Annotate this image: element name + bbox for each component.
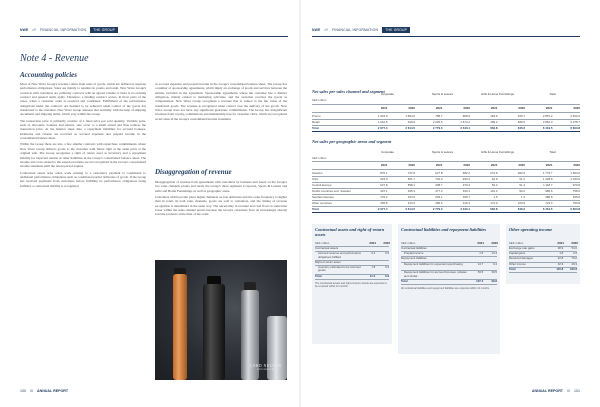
cell-value: 6.9: [385, 273, 389, 278]
cell-value: 919.9: [407, 119, 415, 124]
year-header: 2021: [545, 106, 553, 110]
cell-value: 985.6: [545, 188, 553, 193]
row-label: Repayment liabilities for expected repurchasing: [404, 261, 463, 266]
cell-value: 2 779.3: [432, 206, 443, 211]
table2-unit: SEK million: [312, 156, 327, 160]
cell-value: 6 419.5: [542, 206, 553, 211]
group-header: Sports & Leisure: [431, 92, 454, 96]
cell-value: 1 118.7: [543, 182, 553, 187]
header-section: FINANCIAL INFORMATION: [39, 28, 87, 32]
cell-value: 2 779.3: [432, 125, 443, 130]
box-row: [509, 263, 577, 266]
cell-value: 724.4: [545, 200, 553, 205]
paragraph: as accrued expenses and prepaid income in the Group's consolidated balance sheet. The Group has a number of sponsorship agreements, which imply an exchange of goods and services between the entities included in the agreement. Sponsorship agreements where the customer has a distinct obligation, mainly related to marketing activities, and the customer receives the goods as compensation. New Wave Group recognizes a revenue that is valued to the fair value of the transferred goods. The revenue is recognized when control over the delivery of the goods. New Wave Group does not have any significant guarantee commitments. The Group has insignificant revenues from royalty, commissions and membership fees for customer clubs, which are recognized as net sales in the Group's consolidated income statement.: [155, 82, 287, 121]
year-header: 2020: [491, 241, 498, 245]
cell-value: 501.7: [407, 176, 415, 181]
footer-title: ANNUAL REPORT: [531, 389, 563, 393]
row-label: Retail: [312, 119, 320, 124]
cell-value: 490.2: [462, 176, 470, 181]
cell-value: 1 934.9: [377, 113, 388, 118]
cell-value: 646.3: [517, 206, 525, 211]
cell-value: 2 857.2: [542, 113, 553, 118]
cell-value: 1.8: [559, 251, 564, 256]
row-label: Total: [401, 278, 408, 283]
cell-value: 0.4: [371, 251, 376, 256]
box-row: [315, 261, 389, 264]
row-label: Nordic countries excl. Sweden: [312, 188, 351, 193]
header-pill: THE GROUP: [382, 27, 410, 33]
right-running-header: [312, 26, 410, 34]
cell-value: 2 520.2: [570, 113, 580, 118]
cell-value: 662.8: [490, 125, 498, 130]
box-row: [401, 247, 497, 250]
cell-value: 52.3: [491, 182, 498, 187]
logo-name: LORD NELSON: [250, 364, 282, 368]
year-header: 2020: [463, 106, 470, 110]
box-row: [509, 247, 577, 250]
table-rule: [312, 169, 580, 170]
box-row: [401, 257, 497, 260]
row-label: Prepaid income: [404, 251, 424, 256]
footer-separator: ///: [567, 389, 570, 393]
cell-value: 335.3: [407, 188, 415, 193]
cell-value: 265.8: [380, 200, 388, 205]
table2-group-headers: [360, 151, 580, 154]
cell-value: 282.9: [517, 170, 525, 175]
row-label: Contractual liabilities: [401, 246, 427, 250]
box-row: [509, 257, 577, 260]
left-running-header: [20, 26, 118, 34]
cell-value: 3 078.7: [570, 119, 580, 124]
box-row: [401, 280, 497, 283]
table-rule: [312, 161, 580, 162]
cell-value: 32.9: [557, 261, 564, 266]
cell-value: 1 694.6: [405, 113, 415, 118]
box-row: [509, 252, 577, 255]
cell-value: 115.8: [556, 266, 564, 271]
header-section: FINANCIAL INFORMATION: [331, 28, 379, 32]
box-row: [315, 266, 389, 273]
box1-unit: SEK million: [315, 241, 330, 245]
row-label: Repayment liabilities: [401, 256, 427, 261]
right-footer: [532, 387, 580, 395]
year-header: 2021: [380, 106, 388, 110]
cell-value: 1.5: [493, 194, 498, 199]
cell-value: 203.1: [435, 194, 443, 199]
table1-title: Net sales per sales channel and segment: [312, 89, 385, 94]
year-header: 2020: [571, 241, 578, 245]
header-separator: ///: [324, 28, 328, 32]
footer-title: ANNUAL REPORT: [37, 389, 69, 393]
accounting-policies-heading: Accounting policies: [20, 71, 77, 79]
table-rule: [312, 212, 580, 213]
page-gutter: [299, 0, 301, 407]
group-header: Total: [549, 150, 556, 154]
year-header: 2021: [557, 241, 564, 245]
cell-value: 1 428.9: [542, 176, 553, 181]
cell-value: 160.6: [570, 266, 577, 271]
year-header: 2020: [408, 163, 415, 167]
cell-value: 3 562.3: [542, 119, 553, 124]
cell-value: 159.7: [462, 194, 470, 199]
year-header: 2020: [463, 163, 470, 167]
row-label: USA: [312, 176, 318, 181]
box1-year-row: [362, 241, 390, 245]
cell-value: 1 042.5: [377, 119, 388, 124]
cell-value: 477.3: [435, 188, 443, 193]
row-label: Exchange rate gains: [509, 246, 535, 250]
paragraph: Customers within promo place higher demands on fast deliveries and the order frequency is higher than in retail. In both sales channels, goods are sold to customers, and the timing of revenue recognition is determined in the same way. The uncertainty in revenue and cash flows is somewhat lower within the sales channel promo because the Group's customers have an increasingly already sold the products at the time of the order.: [155, 195, 287, 217]
photo-brand-logo: [250, 364, 281, 371]
cell-value: 499.2: [490, 119, 498, 124]
cell-value: 627.8: [380, 182, 388, 187]
box-row: [315, 247, 389, 250]
brand-label: NWE: [312, 28, 321, 32]
right-header-rule: [312, 36, 580, 37]
paragraph: Most of New Wave Group's revenue comes from sales of goods, which are defined as separate performance obligations. Sales are mainly to retailers in promo and retail. New Wave Group's contracts with customers are primarily contracts with an agreed volume or there is no existing contract and general terms apply. Therefore, a binding contract occurs, in most parts of the cases, when a customer order is received and confirmed. Fulfillment of the performance obligations under the contracts are deemed to be achieved when control of the goods has transferred to the customer. New Wave Group assesses that normally with the help of shipping documents and shipping terms, which vary within the Group.: [20, 82, 146, 117]
box-row: [401, 271, 497, 278]
cell-value: 438.7: [435, 182, 443, 187]
black-bottle-icon: [203, 284, 225, 380]
row-label: Southern Europe: [312, 194, 334, 199]
cell-value: 2 977.4: [377, 125, 388, 130]
cell-value: 325.0: [572, 194, 580, 199]
cell-value: 54.6: [571, 246, 577, 250]
cell-value: 737.8: [407, 170, 415, 175]
brand-label: NWE: [20, 28, 29, 32]
table1-year-row: [360, 106, 580, 110]
left-footer: [20, 387, 68, 395]
cell-value: 51.4: [519, 182, 525, 187]
cell-value: 62.9: [491, 176, 498, 181]
box-row: [509, 268, 577, 271]
row-label: Other income: [509, 261, 526, 266]
cell-value: 624.0: [380, 176, 388, 181]
cell-value: 489.6: [517, 119, 525, 124]
cell-value: 96.8: [491, 278, 497, 283]
group-header: Gifts & Home Furnishings: [481, 92, 514, 96]
cell-value: 1.5: [479, 251, 484, 256]
row-label: Inventory estimated to be returned goods: [318, 265, 361, 273]
cell-value: 164.0: [407, 194, 415, 199]
year-header: 2021: [380, 163, 388, 167]
year-header: 2021: [490, 163, 498, 167]
box-row: [401, 263, 497, 266]
box1-note: The contractual assets and right-of-return assets are expected to be reversed within 12 months.: [315, 281, 387, 288]
cell-value: 11.2: [369, 273, 376, 278]
table-rule: [509, 272, 577, 273]
cell-value: 1.3: [520, 194, 525, 199]
cell-value: 558.1: [407, 182, 415, 187]
row-label: Capital gains: [509, 251, 526, 256]
footer-separator: ///: [30, 389, 33, 393]
cell-value: 407.1: [380, 188, 388, 193]
cell-value: 7.8: [371, 265, 376, 269]
cell-value: 9.9: [385, 265, 390, 269]
year-header: 2021: [435, 163, 443, 167]
box2-year-row: [470, 241, 498, 245]
group-header: Sports & Leisure: [431, 150, 454, 154]
cell-value: 758.6: [572, 188, 580, 193]
cell-value: 316.3: [462, 200, 470, 205]
note-title: Note 4 - Revenue: [20, 53, 89, 64]
cell-value: 1 674.2: [460, 119, 470, 124]
cell-value: 742.0: [435, 176, 443, 181]
cell-value: 9.4: [493, 261, 497, 266]
row-label: Total: [315, 273, 322, 278]
row-label: Total: [312, 206, 319, 211]
cell-value: 646.3: [517, 125, 525, 130]
header-pill: THE GROUP: [90, 27, 118, 33]
cell-value: 1 503.0: [570, 170, 580, 175]
box3-title: Other operating income: [509, 227, 553, 232]
cell-value: 2 343.1: [460, 206, 470, 211]
year-header: 2021: [545, 163, 553, 167]
disaggregation-heading: Disaggregation of revenue: [155, 168, 232, 176]
box1-title: Contractual assets and right-of-return assets: [315, 227, 385, 237]
paragraph: Within the Group there are also a few smaller contracts with repurchase commitments where New Wave Group delivers goods to the customer with future right at the same price at the original sale. The Group recognizes a right of return asset as inventory and a repayment liability for expected returns as other liabilities in the Group's consolidated balance sheet. The income and costs related to the expected returns are not recognized in the Group's consolidated income statement until the return period expires.: [20, 142, 146, 169]
box-row: [401, 252, 497, 255]
cell-value: 662.8: [490, 206, 498, 211]
year-header: 2020: [573, 106, 580, 110]
year-header: 2020: [573, 163, 580, 167]
header-separator: ///: [32, 28, 36, 32]
box2-title: Contractual liabilities and repayment liabilities: [401, 227, 487, 232]
cell-value: 14.7: [477, 261, 484, 266]
year-header: 2020: [518, 106, 525, 110]
paragraph: Contractual assets arise when work relating to a customer's payment is conditional to additional performance obligations such as conditional partial deliveries of goods. If the Group has received payments from customers before fulfilling its performance obligations being fulfilled, a contractual liability is recognized: [20, 170, 146, 188]
cell-value: 172.0: [490, 200, 498, 205]
cell-value: 51.2: [519, 176, 525, 181]
year-header: 2021: [477, 241, 484, 245]
cell-value: 107.4: [476, 278, 484, 283]
box2-note: All contractual liabilities and repayment liabilities are expected within 12 months.: [401, 287, 490, 290]
table2-year-row: [360, 163, 580, 167]
cell-value: 2 614.5: [405, 125, 415, 130]
paragraph: The transaction price is primarily consists of a fixed price per sold quantity. Variable parts, such as discounts, bonuses and returns, sale occur to a small extent and thus reduces the transaction price. At the balance sheet date, a repayment liabilities for accrued bonuses, kickbacks and rebates are recorded as accrued expenses and prepaid income in the consolidated balance sheet.: [20, 118, 146, 141]
cell-value: 101.2: [490, 188, 498, 193]
cell-value: 333.1: [462, 188, 470, 193]
row-label: Repayment liabilities for accrued bonuses, rebates and similar: [404, 270, 467, 278]
group-header: Gifts & Home Furnishings: [481, 150, 514, 154]
cell-value: 286.6: [435, 200, 443, 205]
cell-value: 979.8: [572, 182, 580, 187]
year-header: 2021: [369, 241, 376, 245]
table1-group-headers: [360, 93, 580, 96]
paragraph: Disaggregation of revenue from agreements with customers by business unit based on the Group's two sales channels promo and retail, the Group's three segments Corporate, Sports & Leisure and Gifts and Home Furnishings as well as geographic areas.: [155, 180, 287, 193]
row-label: Other countries: [312, 200, 332, 205]
year-header: 2021: [490, 106, 498, 110]
cell-value: 1 776.7: [542, 170, 553, 175]
row-label: Contractual assets: [315, 246, 339, 250]
year-header: 2021: [435, 106, 443, 110]
cell-value: 53.5: [477, 270, 484, 275]
left-body-column-2: [155, 82, 287, 123]
table-rule: [315, 279, 389, 280]
table-rule: [312, 104, 580, 105]
row-label: Total: [509, 266, 516, 271]
left-header-rule: [20, 36, 288, 37]
row-label: Central Europe: [312, 182, 332, 187]
row-label: Sweden: [312, 170, 323, 175]
row-label: Promo: [312, 113, 321, 118]
cell-value: 627.8: [435, 170, 443, 175]
product-photo-bottles: [155, 260, 287, 380]
table-rule: [312, 112, 580, 113]
cell-value: 13.4: [491, 251, 497, 256]
cell-value: 380.8: [545, 194, 553, 199]
cell-value: 2 020.6: [432, 119, 443, 124]
box-row: [315, 252, 389, 259]
group-header: Corporate: [381, 150, 394, 154]
cell-value: 42.8: [557, 256, 564, 261]
cell-value: 163.6: [490, 113, 498, 118]
box3-unit: SEK million: [509, 241, 524, 245]
box3-year-row: [550, 241, 578, 245]
cell-value: 0.5: [385, 251, 390, 256]
cell-value: 876.1: [380, 170, 388, 175]
cell-value: 668.9: [462, 113, 470, 118]
year-header: 2020: [518, 163, 525, 167]
left-body-column-1: [20, 82, 146, 190]
table-rule: [312, 131, 580, 132]
cell-value: 6 419.5: [542, 125, 553, 130]
cell-value: 2 614.5: [405, 206, 415, 211]
logo-sub: STOCKHOLM: [256, 368, 275, 371]
group-header: Corporate: [381, 92, 394, 96]
cell-value: 2 343.1: [460, 125, 470, 130]
box-row: [315, 275, 389, 278]
cell-value: 370.3: [462, 182, 470, 187]
group-header: Total: [549, 92, 556, 96]
cell-value: 29.3: [571, 261, 577, 266]
cell-value: 482.2: [462, 170, 470, 175]
cell-value: 76.0: [571, 256, 577, 261]
cell-value: 272.9: [490, 170, 498, 175]
table-rule: [401, 284, 497, 285]
cell-value: 38.9: [557, 246, 564, 250]
box2-unit: SEK million: [401, 241, 416, 245]
cell-value: 758.7: [435, 113, 443, 118]
year-header: 2020: [408, 106, 415, 110]
cell-value: 790.8: [572, 200, 580, 205]
cell-value: 176.2: [380, 194, 388, 199]
year-header: 2020: [383, 241, 390, 245]
left-body-column-2b: [155, 180, 287, 219]
cell-value: 156.7: [517, 113, 525, 118]
copper-bottle-icon: [173, 274, 187, 380]
cell-value: 6 603.8: [570, 206, 580, 211]
row-label: Right-of-return asset: [315, 259, 341, 264]
table2-title: Net sales per geographic areas and segment: [312, 139, 392, 144]
row-label: Total: [312, 125, 319, 130]
page-number: 101: [574, 389, 580, 393]
cell-value: 0.6: [573, 251, 577, 256]
cell-value: 6 603.8: [570, 125, 580, 130]
table1-unit: SEK million: [312, 98, 327, 102]
cell-value: 2 977.4: [377, 206, 388, 211]
page-number: 100: [20, 389, 26, 393]
cell-value: 39.5: [491, 270, 497, 275]
cell-value: 160.9: [517, 200, 525, 205]
cell-value: 1 043.0: [570, 176, 580, 181]
cell-value: 90.2: [519, 188, 525, 193]
cell-value: 313.6: [407, 200, 415, 205]
row-label: Accrued revenue and performance obligations fulfilled: [318, 251, 362, 259]
row-label: Received damages: [509, 256, 533, 261]
